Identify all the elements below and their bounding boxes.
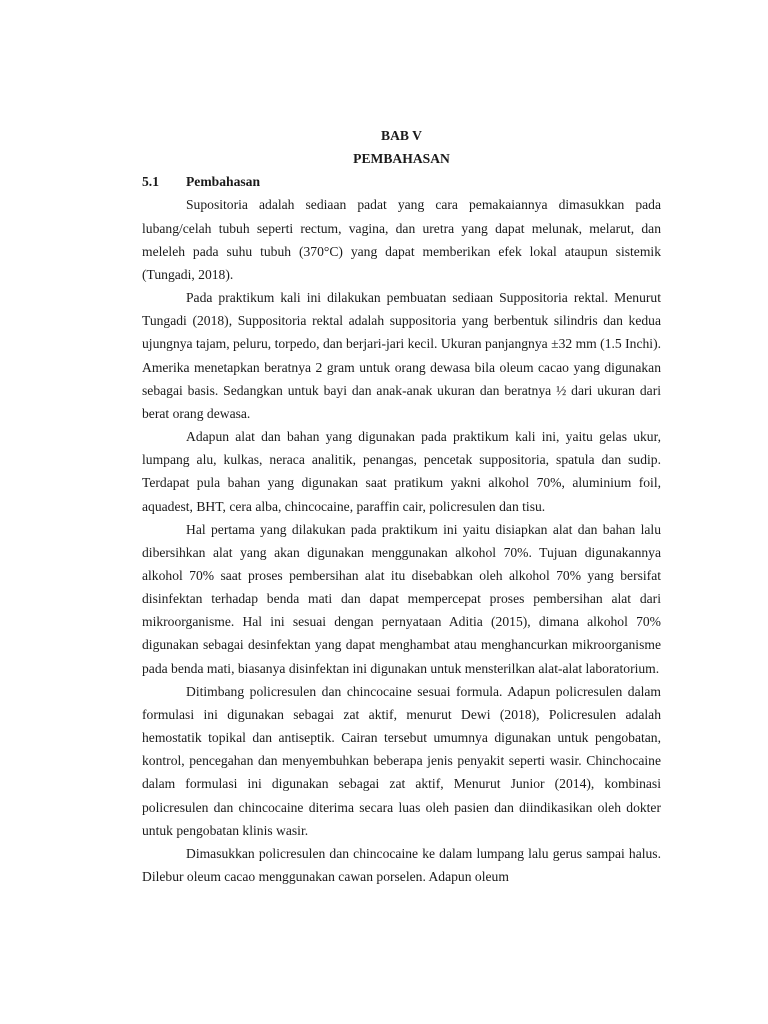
chapter-label: BAB V [381,128,422,143]
paragraph: Adapun alat dan bahan yang digunakan pada praktikum kali ini, yaitu gelas ukur, lumpang alu, kulkas, neraca analitik, penangas, pencetak suppositoria, spatula dan sudip. Terdapat pula bahan yang digunakan saat pratikum yakni alkohol 70%, aluminium foil, aquadest, BHT, cera alba, chincocaine, paraffin cair, policresulen dan tisu. [142,429,661,514]
paragraph: Hal pertama yang dilakukan pada praktikum ini yaitu disiapkan alat dan bahan lalu dibersihkan alat yang akan digunakan menggunakan alkohol 70%. Tujuan digunakannya alkohol 70% saat proses pembersihan alat itu disebabkan oleh alkohol 70% yang bersifat disinfektan terhadap benda mati dan dapat mempercepat proses pembersihan alat dari mikroorganisme. Hal ini sesuai dengan pernyataan Aditia (2015), dimana alkohol 70% digunakan sebagai desinfektan yang dapat menghambat atau menghancurkan mikroorganisme pada benda mati, biasanya disinfektan ini digunakan untuk mensterilkan alat-alat laboratorium. [142,521,661,676]
paragraph: Pada praktikum kali ini dilakukan pembuatan sediaan Suppositoria rektal. Menurut Tungadi (2018), Suppositoria rektal adalah suppositoria yang berbentuk silindris dan kedua ujungnya tajam, peluru, torpedo, dan berjari-jari kecil. Ukuran panjangnya ±32 mm (1.5 Inchi). Amerika menetapkan beratnya 2 gram untuk orang dewasa bila oleum cacao yang digunakan sebagai basis. Sedangkan untuk bayi dan anak-anak ukuran dan beratnya ½ dari ukuran dari berat orang dewasa. [142,290,661,421]
section-number: 5.1 [142,174,159,190]
paragraph: Ditimbang policresulen dan chincocaine sesuai formula. Adapun policresulen dalam formulasi ini digunakan sebagai zat aktif, menurut Dewi (2018), Policresulen adalah hemostatik topikal dan antiseptik. Cairan tersebut umumnya digunakan untuk pengobatan, kontrol, pencegahan dan menyembuhkan beberapa jenis penyakit seperti wasir. Chinchocaine dalam formulasi ini digunakan sebagai zat aktif, Menurut Junior (2014), kombinasi policresulen dan chincocaine diterima secara luas oleh pasien dan diindikasikan oleh dokter untuk pengobatan klinis wasir. [142,683,661,838]
paragraph: Supositoria adalah sediaan padat yang cara pemakaiannya dimasukkan pada lubang/celah tubuh seperti rectum, vagina, dan uretra yang dapat melunak, melarut, dan meleleh pada suhu tubuh (370°C) yang dapat memberikan efek lokal ataupun sistemik (Tungadi, 2018). [142,197,661,282]
chapter-title: PEMBAHASAN [353,151,450,167]
document-body [142,124,661,888]
paragraph: Dimasukkan policresulen dan chincocaine ke dalam lumpang lalu gerus sampai halus. Dilebur oleum cacao menggunakan cawan porselen. Adapun oleum [142,845,661,884]
section-title: Pembahasan [186,174,261,190]
section-heading [142,170,661,193]
